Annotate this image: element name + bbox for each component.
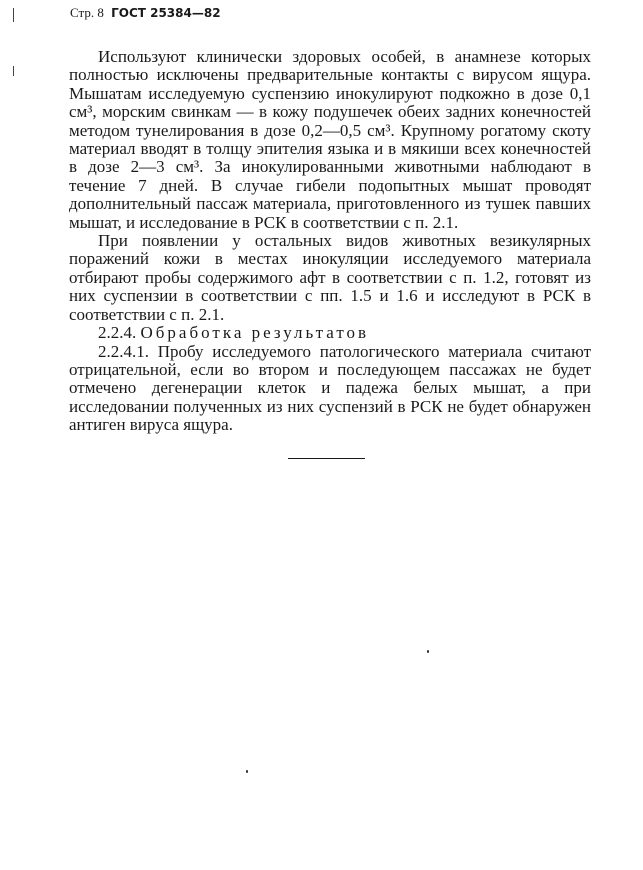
scan-speck-1 [427, 650, 429, 653]
page-header [70, 5, 221, 21]
scan-speck-2 [246, 770, 248, 773]
paragraph-inoculation: Используют клинически здоровых особей, в анамнезе которых полностью исключены предварительные контакты с вирусом ящура. Мышатам исследуемую суспензию инокулируют подкожно в дозе 0,1 см³, морским свинкам — в кожу подушечек обеих задних конечностей методом тунелирования в дозе 0,2—0,5 см³. Крупному рогатому скоту материал вводят в толщу эпителия языка и в мякиши всех конечностей в дозе 2—3 см³. За инокулированными животными наблюдают в течение 7 дней. В случае гибели подопытных мышат проводят дополнительный пассаж материала, приготовленного из тушек павших мышат, и исследование в РСК в соответствии с п. 2.1. [69, 47, 591, 232]
section-title: Обработка результатов [140, 323, 370, 343]
page-number: Стр. 8 [70, 5, 104, 20]
section-number: 2.2.4. [98, 323, 137, 343]
edge-mark-top [13, 8, 14, 22]
paragraph-results: 2.2.4.1. Пробу исследуемого патологического материала считают отрицательной, если во втором и последующем пассажах не будет отмечено дегенерации клеток и падежа белых мышат, а при исследовании полученных из них суспензий в РСК не будет обнаружен антиген вируса ящура. [69, 341, 591, 435]
section-heading [69, 324, 591, 342]
paragraph-vesicular-lesions: При появлении у остальных видов животных везикулярных поражений кожи в местах инокуляции исследуемого материала отбирают пробы содержимого афт в соответствии с п. 1.2, готовят из них суспензии в соответствии с пп. 1.5 и 1.6 и исследуют в РСК в соответствии с п. 2.1. [69, 231, 591, 324]
document-body [69, 48, 591, 435]
standard-code: ГОСТ 25384—82 [111, 6, 221, 20]
end-separator-rule [288, 458, 365, 459]
edge-mark-lower [13, 66, 14, 76]
